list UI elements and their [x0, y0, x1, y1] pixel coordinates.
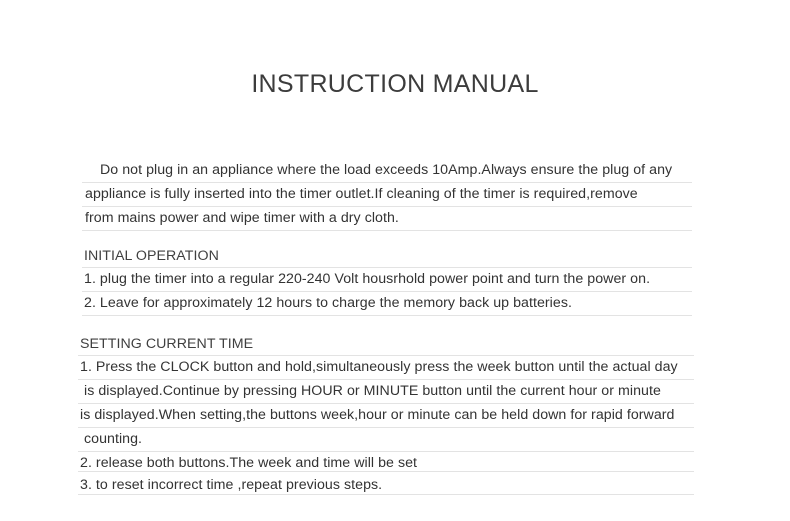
initial-operation-step-1: 1. plug the timer into a regular 220-240 Volt housrhold power point and turn the power on. — [84, 271, 651, 287]
divider — [78, 494, 694, 495]
page-title: INSTRUCTION MANUAL — [251, 70, 539, 98]
intro-line-3: from mains power and wipe timer with a dry cloth. — [85, 210, 399, 226]
divider — [78, 451, 694, 452]
divider — [78, 471, 694, 472]
setting-time-line-4: counting. — [84, 431, 143, 447]
initial-operation-step-2: 2. Leave for approximately 12 hours to charge the memory back up batteries. — [84, 295, 572, 311]
initial-operation-heading: INITIAL OPERATION — [84, 248, 219, 264]
divider — [82, 182, 692, 183]
intro-line-2: appliance is fully inserted into the timer outlet.If cleaning of the timer is required,remove — [85, 186, 638, 202]
setting-time-line-5: 2. release both buttons.The week and time will be set — [80, 455, 418, 471]
setting-time-line-2: is displayed.Continue by pressing HOUR or MINUTE button until the current hour or minute — [84, 383, 661, 399]
setting-time-heading: SETTING CURRENT TIME — [80, 336, 254, 352]
intro-line-1: Do not plug in an appliance where the load exceeds 10Amp.Always ensure the plug of any — [100, 162, 673, 178]
divider — [82, 230, 692, 231]
setting-time-line-3: is displayed.When setting,the buttons week,hour or minute can be held down for rapid forward — [80, 407, 675, 423]
divider — [78, 379, 694, 380]
divider — [78, 427, 694, 428]
divider — [82, 267, 692, 268]
divider — [78, 355, 694, 356]
divider — [82, 291, 692, 292]
divider — [82, 315, 692, 316]
divider — [78, 403, 694, 404]
divider — [82, 206, 692, 207]
setting-time-line-1: 1. Press the CLOCK button and hold,simultaneously press the week button until the actual day — [80, 359, 678, 375]
setting-time-line-6: 3. to reset incorrect time ,repeat previous steps. — [80, 477, 383, 493]
